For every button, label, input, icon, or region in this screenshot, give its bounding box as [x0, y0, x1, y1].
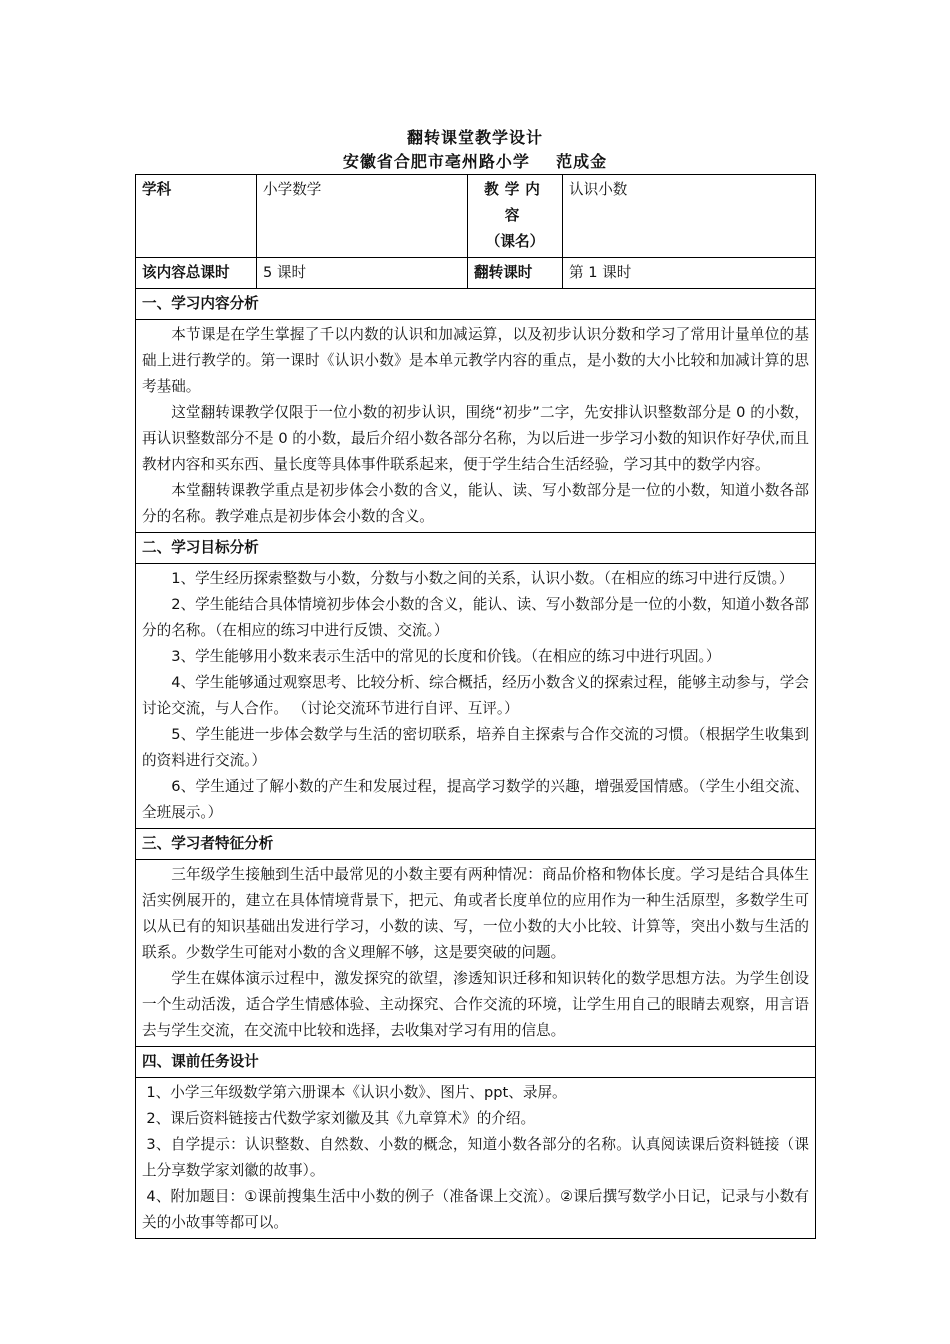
section-heading-objectives: 二、学习目标分析	[136, 533, 816, 564]
section-body-content-analysis	[136, 320, 816, 533]
task-item: 2、课后资料链接古代数学家刘徽及其《九章算术》的介绍。	[146, 1110, 536, 1127]
learner-analysis-paragraph: 学生在媒体演示过程中，激发探究的欲望，渗透知识迁移和知识转化的数学思想方法。为学生创设一个生动活泼，适合学生情感体验、主动探究、合作交流的环境，让学生用自己的眼睛去观察，用言语去与学生交流，在交流中比较和选择，去收集对学习有用的信息。	[142, 970, 809, 1039]
task-item: 1、小学三年级数学第六册课本《认识小数》、图片、ppt、录屏。	[146, 1084, 567, 1101]
subject-label: 学科	[136, 175, 257, 258]
document-title: 翻转课堂教学设计	[406, 128, 543, 147]
section-body-preclass-tasks	[136, 1078, 816, 1239]
objective-item: 6、学生通过了解小数的产生和发展过程，提高学习数学的兴趣，增强爱国情感。（学生小组交流、全班展示。）	[142, 778, 809, 821]
document-title-block	[0, 126, 950, 174]
section-heading-preclass-tasks: 四、课前任务设计	[136, 1047, 816, 1078]
info-row-subject	[136, 175, 816, 258]
section-heading-content-analysis: 一、学习内容分析	[136, 289, 816, 320]
content-analysis-paragraph: 本堂翻转课教学重点是初步体会小数的含义，能认、读、写小数部分是一位的小数，知道小数各部分的名称。教学难点是初步体会小数的含义。	[142, 482, 809, 525]
content-analysis-paragraph: 这堂翻转课教学仅限于一位小数的初步认识，围绕“初步”二字，先安排认识整数部分是 0 的小数，再认识整数部分不是 0 的小数，最后介绍小数各部分名称，为以后进一步学习小数的知识作好孕伏,而且教材内容和买东西、量长度等具体事件联系起来，便于学生结合生活经验，学习其中的数学内容。	[142, 404, 809, 473]
content-value: 认识小数	[563, 175, 816, 258]
total-hours-value: 5 课时	[257, 258, 468, 289]
objective-item: 1、学生经历探索整数与小数，分数与小数之间的关系，认识小数。（在相应的练习中进行反馈。）	[171, 570, 794, 587]
flip-hours-value: 第 1 课时	[563, 258, 816, 289]
section-body-learner-analysis	[136, 860, 816, 1047]
total-hours-label: 该内容总课时	[136, 258, 257, 289]
learner-analysis-paragraph: 三年级学生接触到生活中最常见的小数主要有两种情况：商品价格和物体长度。学习是结合具体生活实例展开的，建立在具体情境背景下，把元、角或者长度单位的应用作为一种生活原型，多数学生可以从已有的知识基础出发进行学习，小数的读、写，一位小数的大小比较、计算等，突出小数与生活的联系。少数学生可能对小数的含义理解不够，这是要突破的问题。	[142, 866, 809, 961]
task-item: 4、附加题目：①课前搜集生活中小数的例子（准备课上交流）。②课后撰写数学小日记，记录与小数有关的小故事等都可以。	[142, 1188, 809, 1231]
document-subtitle: 安徽省合肥市亳州路小学 范成金	[342, 152, 608, 171]
section-body-objectives	[136, 564, 816, 829]
objective-item: 4、学生能够通过观察思考、比较分析、综合概括，经历小数含义的探索过程，能够主动参与，学会讨论交流，与人合作。 （讨论交流环节进行自评、互评。）	[142, 674, 809, 717]
section-heading-learner-analysis: 三、学习者特征分析	[136, 829, 816, 860]
content-label: 教学内容	[484, 181, 546, 224]
objective-item: 2、学生能结合具体情境初步体会小数的含义，能认、读、写小数部分是一位的小数，知道小数各部分的名称。（在相应的练习中进行反馈、交流。）	[142, 596, 809, 639]
task-item: 3、自学提示：认识整数、自然数、小数的概念，知道小数各部分的名称。认真阅读课后资料链接（课上分享数学家刘徽的故事）。	[142, 1136, 809, 1179]
objective-item: 3、学生能够用小数来表示生活中的常见的长度和价钱。（在相应的练习中进行巩固。）	[171, 648, 721, 665]
content-label-cell	[468, 175, 563, 258]
subject-value: 小学数学	[257, 175, 468, 258]
lesson-design-table	[135, 174, 816, 1239]
flip-hours-label: 翻转课时	[468, 258, 563, 289]
info-row-hours	[136, 258, 816, 289]
content-label-sub: （课名）	[485, 233, 545, 250]
objective-item: 5、学生能进一步体会数学与生活的密切联系，培养自主探索与合作交流的习惯。（根据学生收集到的资料进行交流。）	[142, 726, 809, 769]
content-analysis-paragraph: 本节课是在学生掌握了千以内数的认识和加减运算，以及初步认识分数和学习了常用计量单位的基础上进行教学的。第一课时《认识小数》是本单元教学内容的重点，是小数的大小比较和加减计算的思考基础。	[142, 326, 809, 395]
